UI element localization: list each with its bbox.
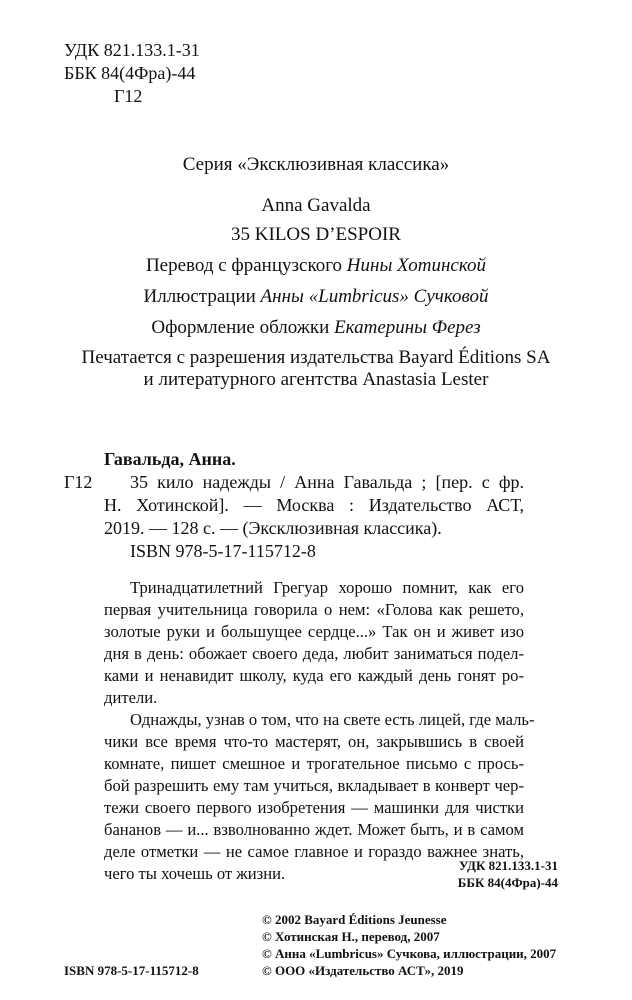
annotation-line: деле отметки — не самое главное и гораздо важнее знать, (104, 842, 524, 861)
annotation-line: чего ты хочешь от жизни. (104, 864, 286, 883)
bib-description (104, 471, 524, 540)
bottom-isbn: ISBN 978-5-17-115712-8 (64, 963, 199, 978)
cover-prefix: Оформление обложки (151, 317, 330, 338)
annotation-line: ками и ненавидит школу, куда его каждый день гонят ро- (104, 666, 524, 685)
original-title: 35 KILOS D’ESPOIR (231, 224, 401, 245)
illustrations-prefix: Иллюстрации (143, 286, 256, 307)
illustrations-credit (0, 285, 632, 309)
permission-line-1: Печатается с разрешения издательства Bayard Éditions SA (81, 347, 551, 368)
annotation-line: золотые руки и большущее сердце...» Так он и живет изо (104, 622, 524, 641)
annotation-line: тежи своего первого изобретения — машинки для чистки (104, 798, 524, 817)
permission-line-2: и литературного агентства Anastasia Lester (143, 369, 489, 390)
annotation-line: комнате, пишет смешное и трогательное письмо с прось- (104, 754, 524, 773)
copyright-line: © ООО «Издательство АСТ», 2019 (262, 963, 464, 978)
copyright-line: © Хотинская Н., перевод, 2007 (262, 929, 440, 944)
annotation-line: Однажды, узнав о том, что на свете есть лицей, где маль- (130, 710, 535, 729)
author-mark: Г12 (114, 86, 143, 106)
annotation-line: Тринадцатилетний Грегуар хорошо помнит, как его (130, 578, 524, 597)
series-line: Серия «Эксклюзивная классика» (182, 154, 450, 175)
bbk-code: ББК 84(4Фра)-44 (64, 63, 196, 83)
translation-credit (0, 254, 632, 278)
bib-line: 35 кило надежды / Анна Гавальда ; [пер. с фр. (130, 472, 524, 492)
bib-mark: Г12 (64, 472, 93, 492)
udk-code: УДК 821.133.1-31 (64, 40, 200, 60)
cover-credit (0, 316, 632, 340)
translator-name: Нины Хотинской (346, 255, 487, 276)
copyright-line: © 2002 Bayard Éditions Jeunesse (262, 912, 447, 927)
annotation-line: дители. (104, 688, 158, 707)
copyright-line: © Анна «Lumbricus» Сучкова, иллюстрации, 2007 (262, 946, 557, 961)
bib-heading: Гавальда, Анна. (104, 449, 236, 469)
annotation-line: бананов — и... взволнованно ждет. Может быть, и в самом (104, 820, 524, 839)
annotation-line: первая учительница говорила о нем: «Голова как решето, (104, 600, 524, 619)
author-latin: Anna Gavalda (261, 195, 371, 216)
bottom-bbk: ББК 84(4Фра)-44 (457, 875, 558, 890)
bottom-udk: УДК 821.133.1-31 (458, 858, 558, 873)
annotation-line: дня в день: обожает своего деда, любит заниматься подел- (104, 644, 524, 663)
bib-isbn: ISBN 978-5-17-115712-8 (130, 541, 316, 561)
illustrator-name: Анны «Lumbricus» Сучковой (260, 286, 489, 307)
bib-line: Н. Хотинской]. — Москва : Издательство АСТ, (104, 495, 524, 515)
cover-designer-name: Екатерины Ферез (334, 317, 481, 338)
translation-prefix: Перевод с французского (145, 255, 343, 276)
bib-line: 2019. — 128 с. — (Эксклюзивная классика). (104, 518, 442, 538)
annotation-line: чики все время что-то мастерят, он, закрывшись в своей (104, 732, 524, 751)
annotation-paragraph-1 (104, 577, 524, 709)
annotation-line: бой разрешить ему там учиться, вкладывает в конверт чер- (104, 776, 524, 795)
